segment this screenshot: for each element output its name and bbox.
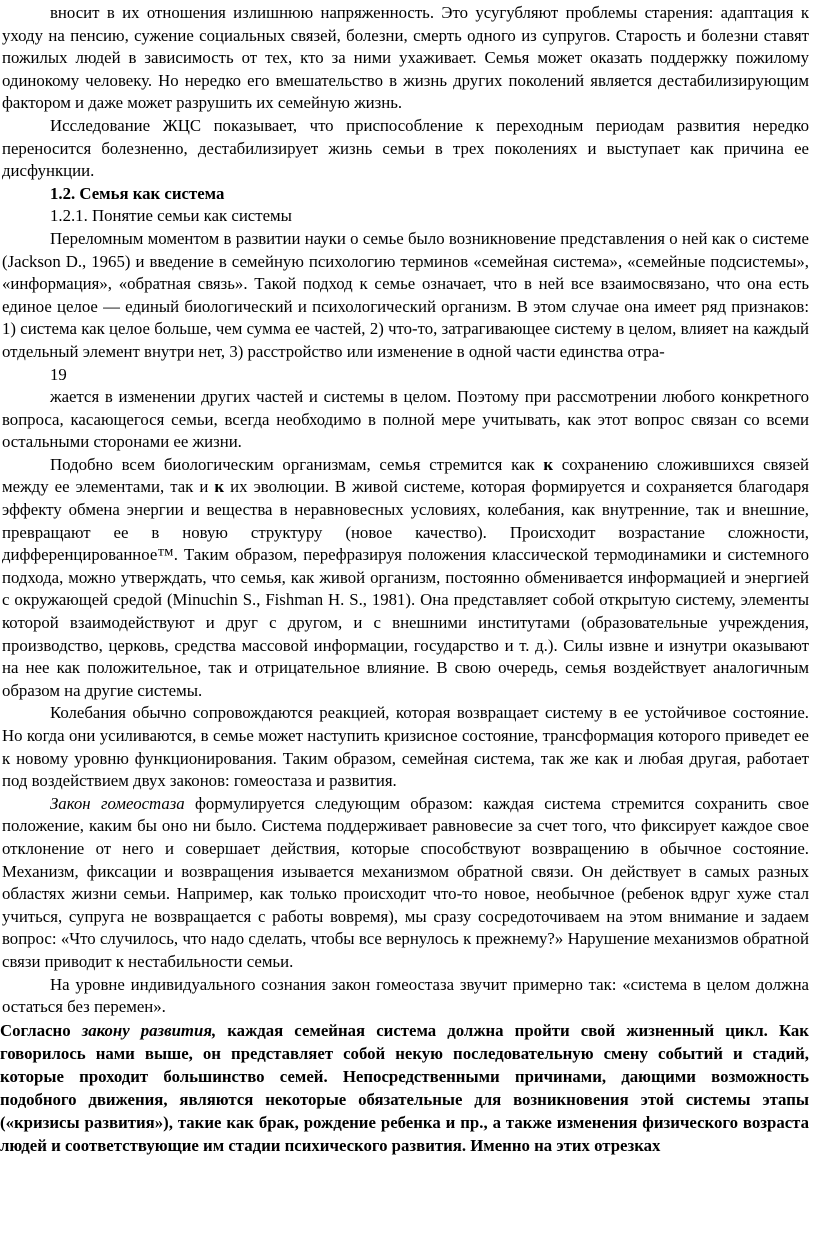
p5-text-b: сохранению сложившихся связей между ее элементами, так и [2,454,809,497]
development-text: каждая семейная система должна пройти свой жизненный цикл. Как говорилось нами выше, он представляет собой некую последовательную смену событий и стадий, которые проходит большинство семей. Непосредственными причинами, дающими возможность подобного движения, являются некоторые обязательные для возникновения этой системы этапы («кризисы развития»), такие как брак, рождение ребенка и пр., а также изменения физического возраста людей и соответствующие им стадии психического развития. Именно на этих отрезках [0,1020,809,1155]
p5-bold-k-2: к [214,477,225,497]
page-number: 19 [50,364,67,384]
paragraph-oscillations: Колебания обычно сопровождаются реакцией, которая возвращает систему в ее устойчивое состояние. Но когда они усиливаются, в семье может наступить кризисное состояние, трансформация которого приведет ее к новому уровню функционирования. Таким образом, семейная система, так же как и любая другая, работает под воздействием двух законов: гомеостаза и развития. [2,703,809,791]
homeostasis-term: Закон гомеостаза [50,793,185,813]
development-start: Согласно [0,1020,82,1040]
paragraph-development-law [0,1019,809,1157]
p5-text-c: их эволюции. В живой системе, которая формируется и сохраняется благодаря эффекту обмена энергии и вещества в неравновесных условиях, колебания, как внутренние, так и внешние, превращают ее в новую структуру (новое качество). Происходит возрастание сложности, дифференцированное™. Таким образом, перефразируя положения классической термодинамики и системного подхода, можно утверждать, что семья, как живой организм, постоянно обменивается информацией и энергией с окружающей средой (Minuchin S., Fishman H. S., 1981). Она представляет собой открытую систему, элементы которой взаимодействуют и друг с другом, и с внешними институтами (образовательные учреждения, производство, церковь, средства массовой информации, государство и т. д.). Силы извне и изнутри оказывают на нее как положительное, так и отрицательное влияние. В свою очередь, семья воздействует аналогичным образом на другие системы. [2,477,809,700]
development-term: закону развития, [81,1020,217,1040]
p5-text-a: Подобно всем биологическим организмам, семья стремится как [50,454,544,474]
paragraph-aging-problems: вносит в их отношения излишнюю напряженность. Это усугубляют проблемы старения: адаптация к уходу на пенсию, сужение социальных связей, болезни, смерть одного из супругов. Старость и болезни ставят пожилых людей в зависимость от тех, кто за ними ухаживает. Семья может оказать поддержку пожилому одинокому человеку. Но нередко его вмешательство в жизнь других поколений является дестабилизирующим фактором и даже может разрушить их семейную жизнь. [2,3,809,113]
paragraph-lifecycle-study: Исследование ЖЦС показывает, что приспособление к переходным периодам развития нередко переносится болезненно, дестабилизирует жизнь семьи в трех поколениях и выступает как причина ее дисфункции. [2,115,809,181]
paragraph-family-system-concept: Переломным моментом в развитии науки о семье было возникновение представления о ней как о системе (Jackson D., 1965) и введение в семейную психологию терминов «семейная система», «семейные подсистемы», «информация», «обратная связь». Такой подход к семье означает, что в ней все взаимосвязано, что она есть единое целое — единый биологический и психологический организм. В этом случае она имеет ряд признаков: 1) система как целое больше, чем сумма ее частей, 2) что-то, затрагивающее систему в целом, влияет на каждый отдельный элемент внутри нет, 3) расстройство или изменение в одной части единства отра- [2,228,809,361]
paragraph-continuation: жается в изменении других частей и системы в целом. Поэтому при рассмотрении любого конкретного вопроса, касающегося семьи, всегда необходимо в полной мере учитывать, как этот вопрос связан со всеми остальными сторонами ее жизни. [2,387,809,452]
paragraph-homeostasis-law [0,793,809,974]
homeostasis-text: формулируется следующим образом: каждая система стремится сохранить свое положение, каким бы оно ни было. Система поддерживает равновесие за счет того, что фиксирует каждое свое отклонение от него и совершает действия, которые способствуют возвращению в обычное состояние. Механизм, фиксации и возвращения изывается механизмом обратной связи. Он действует в самых разных областях жизни семьи. Например, как только происходит что-то новое, необычное (ребенок вдруг хуже стал учиться, супруга не возвращается с работы вовремя), мы сразу сосредоточиваем на этом внимание и задаем вопрос: «Что случилось, что надо сделать, чтобы все вернулось к прежнему?» Нарушение механизмов обратной связи приводит к нестабильности семьи. [2,793,809,971]
subsection-heading: 1.2.1. Понятие семьи как системы [50,206,292,226]
paragraph-biological-organisms [0,454,809,703]
section-heading: 1.2. Семья как система [50,183,225,203]
p5-bold-k-1: к [543,454,554,474]
paragraph-individual-consciousness: На уровне индивидуального сознания закон гомеостаза звучит примерно так: «система в целом должна остаться без перемен». [2,974,809,1017]
